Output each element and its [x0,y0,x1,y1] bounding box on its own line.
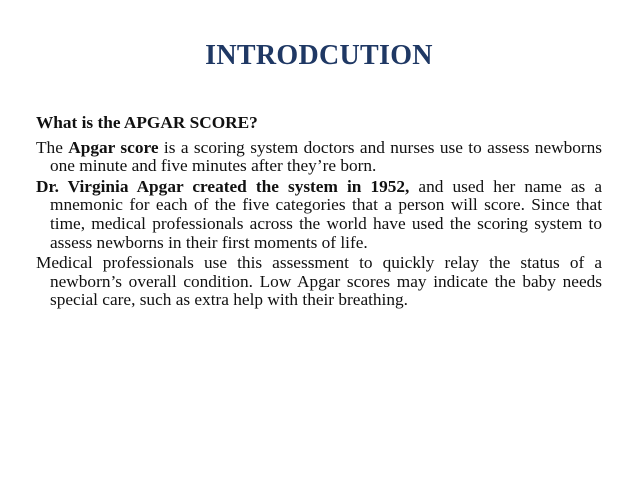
history-bold: Dr. Virginia Apgar created the system in 1952, [36,176,410,196]
slide-title: INTRODCUTION [205,40,433,71]
history-rest: and used her name as a mnemonic for each of the five categories that a person will score. Since that time, medical professionals across the world have used the scoring system to assess newborns in their first moments of life. [50,176,603,252]
definition-rest: is a scoring system doctors and nurses use to assess newborns one minute and five minutes after they’re born. [50,137,602,176]
paragraph-definition [36,139,602,176]
usage-text: Medical professionals use this assessment to quickly relay the status of a newborn’s overall condition. Low Apgar scores may indicate the baby needs special care, such as extra help with their breathing. [36,253,602,310]
definition-term: Apgar score [68,137,159,157]
section-question: What is the APGAR SCORE? [36,113,258,132]
paragraph-usage [36,254,602,310]
slide-body [36,114,602,312]
definition-lead: The [36,137,69,157]
paragraph-history [36,178,602,252]
